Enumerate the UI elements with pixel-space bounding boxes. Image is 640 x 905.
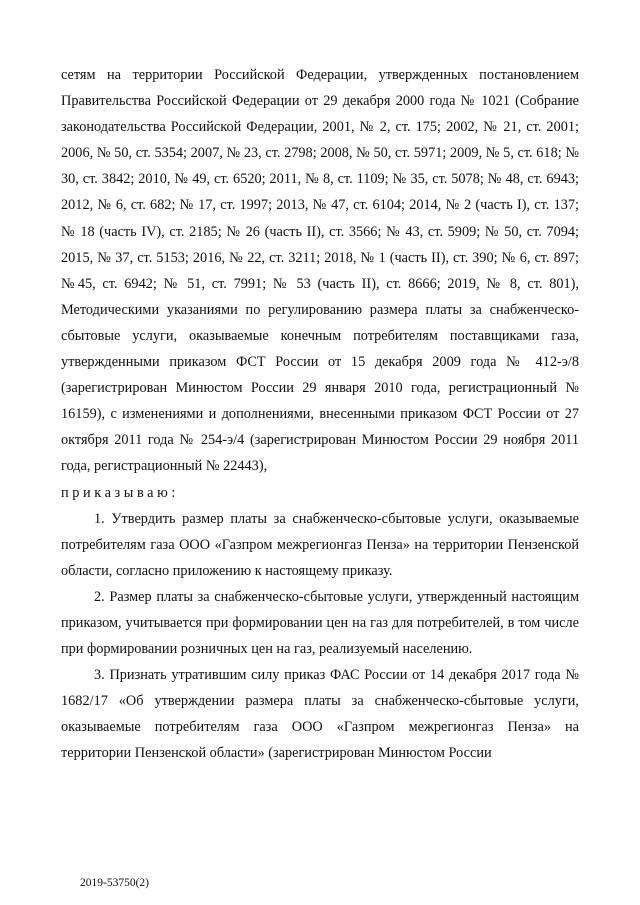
document-body bbox=[61, 62, 579, 767]
paragraph-order-word: приказываю: bbox=[61, 484, 179, 501]
paragraph-item-3: 3. Признать утратившим силу приказ ФАС России от 14 декабря 2017 года № 1682/17 «Об утверждении размера платы за снабженческо-сбытовые услуги, оказываемые потребителям газа ООО «Газпром межрегионгаз Пенза» на территории Пензенской области» (зарегистрирован Минюстом России bbox=[61, 667, 579, 762]
paragraph-item-1: 1. Утвердить размер платы за снабженческо-сбытовые услуги, оказываемые потребителям газа ООО «Газпром межрегионгаз Пенза» на территории Пензенской области, согласно приложению к настоящему приказу. bbox=[61, 510, 579, 579]
paragraph-legal-basis: сетям на территории Российской Федерации, утвержденных постановлением Правительства Российской Федерации от 29 декабря 2000 года № 1021 (Собрание законодательства Российской Федерации, 2001, № 2, ст. 175; 2002, № 21, ст. 2001; 2006, № 50, ст. 5354; 2007, № 23, ст. 2798; 2008, № 50, ст. 5971; 2009, № 5, ст. 618; № 30, ст. 3842; 2010, № 49, ст. 6520; 2011, № 8, ст. 1109; № 35, ст. 5078; № 48, ст. 6943; 2012, № 6, ст. 682; № 17, ст. 1997; 2013, № 47, ст. 6104; 2014, № 2 (часть I), ст. 137; № 18 (часть IV), ст. 2185; № 26 (часть II), ст. 3566; № 43, ст. 5909; № 50, ст. 7094; 2015, № 37, ст. 5153; 2016, № 22, ст. 3211; 2018, № 1 (часть II), ст. 390; № 6, ст. 897; №45, ст. 6942; № 51, ст. 7991; № 53 (часть II), ст. 8666; 2019, № 8, ст. 801), Методическими указаниями по регулированию размера платы за снабженческо-сбытовые услуги, оказываемые конечным потребителям поставщиками газа, утвержденными приказом ФСТ России от 15 декабря 2009 года № 412-э/8 (зарегистрирован Минюстом России 29 января 2010 года, регистрационный № 16159), с изменениями и дополнениями, внесенными приказом ФСТ России от 27 октября 2011 года № 254-э/4 (зарегистрирован Минюстом России 29 ноября 2011 года, регистрационный № 22443), bbox=[61, 67, 579, 475]
paragraph-item-2: 2. Размер платы за снабженческо-сбытовые услуги, утвержденный настоящим приказом, учитывается при формировании цен на газ для потребителей, в том числе при формировании розничных цен на газ, реализуемый населению. bbox=[61, 588, 579, 658]
document-code: 2019-53750(2) bbox=[80, 877, 149, 889]
